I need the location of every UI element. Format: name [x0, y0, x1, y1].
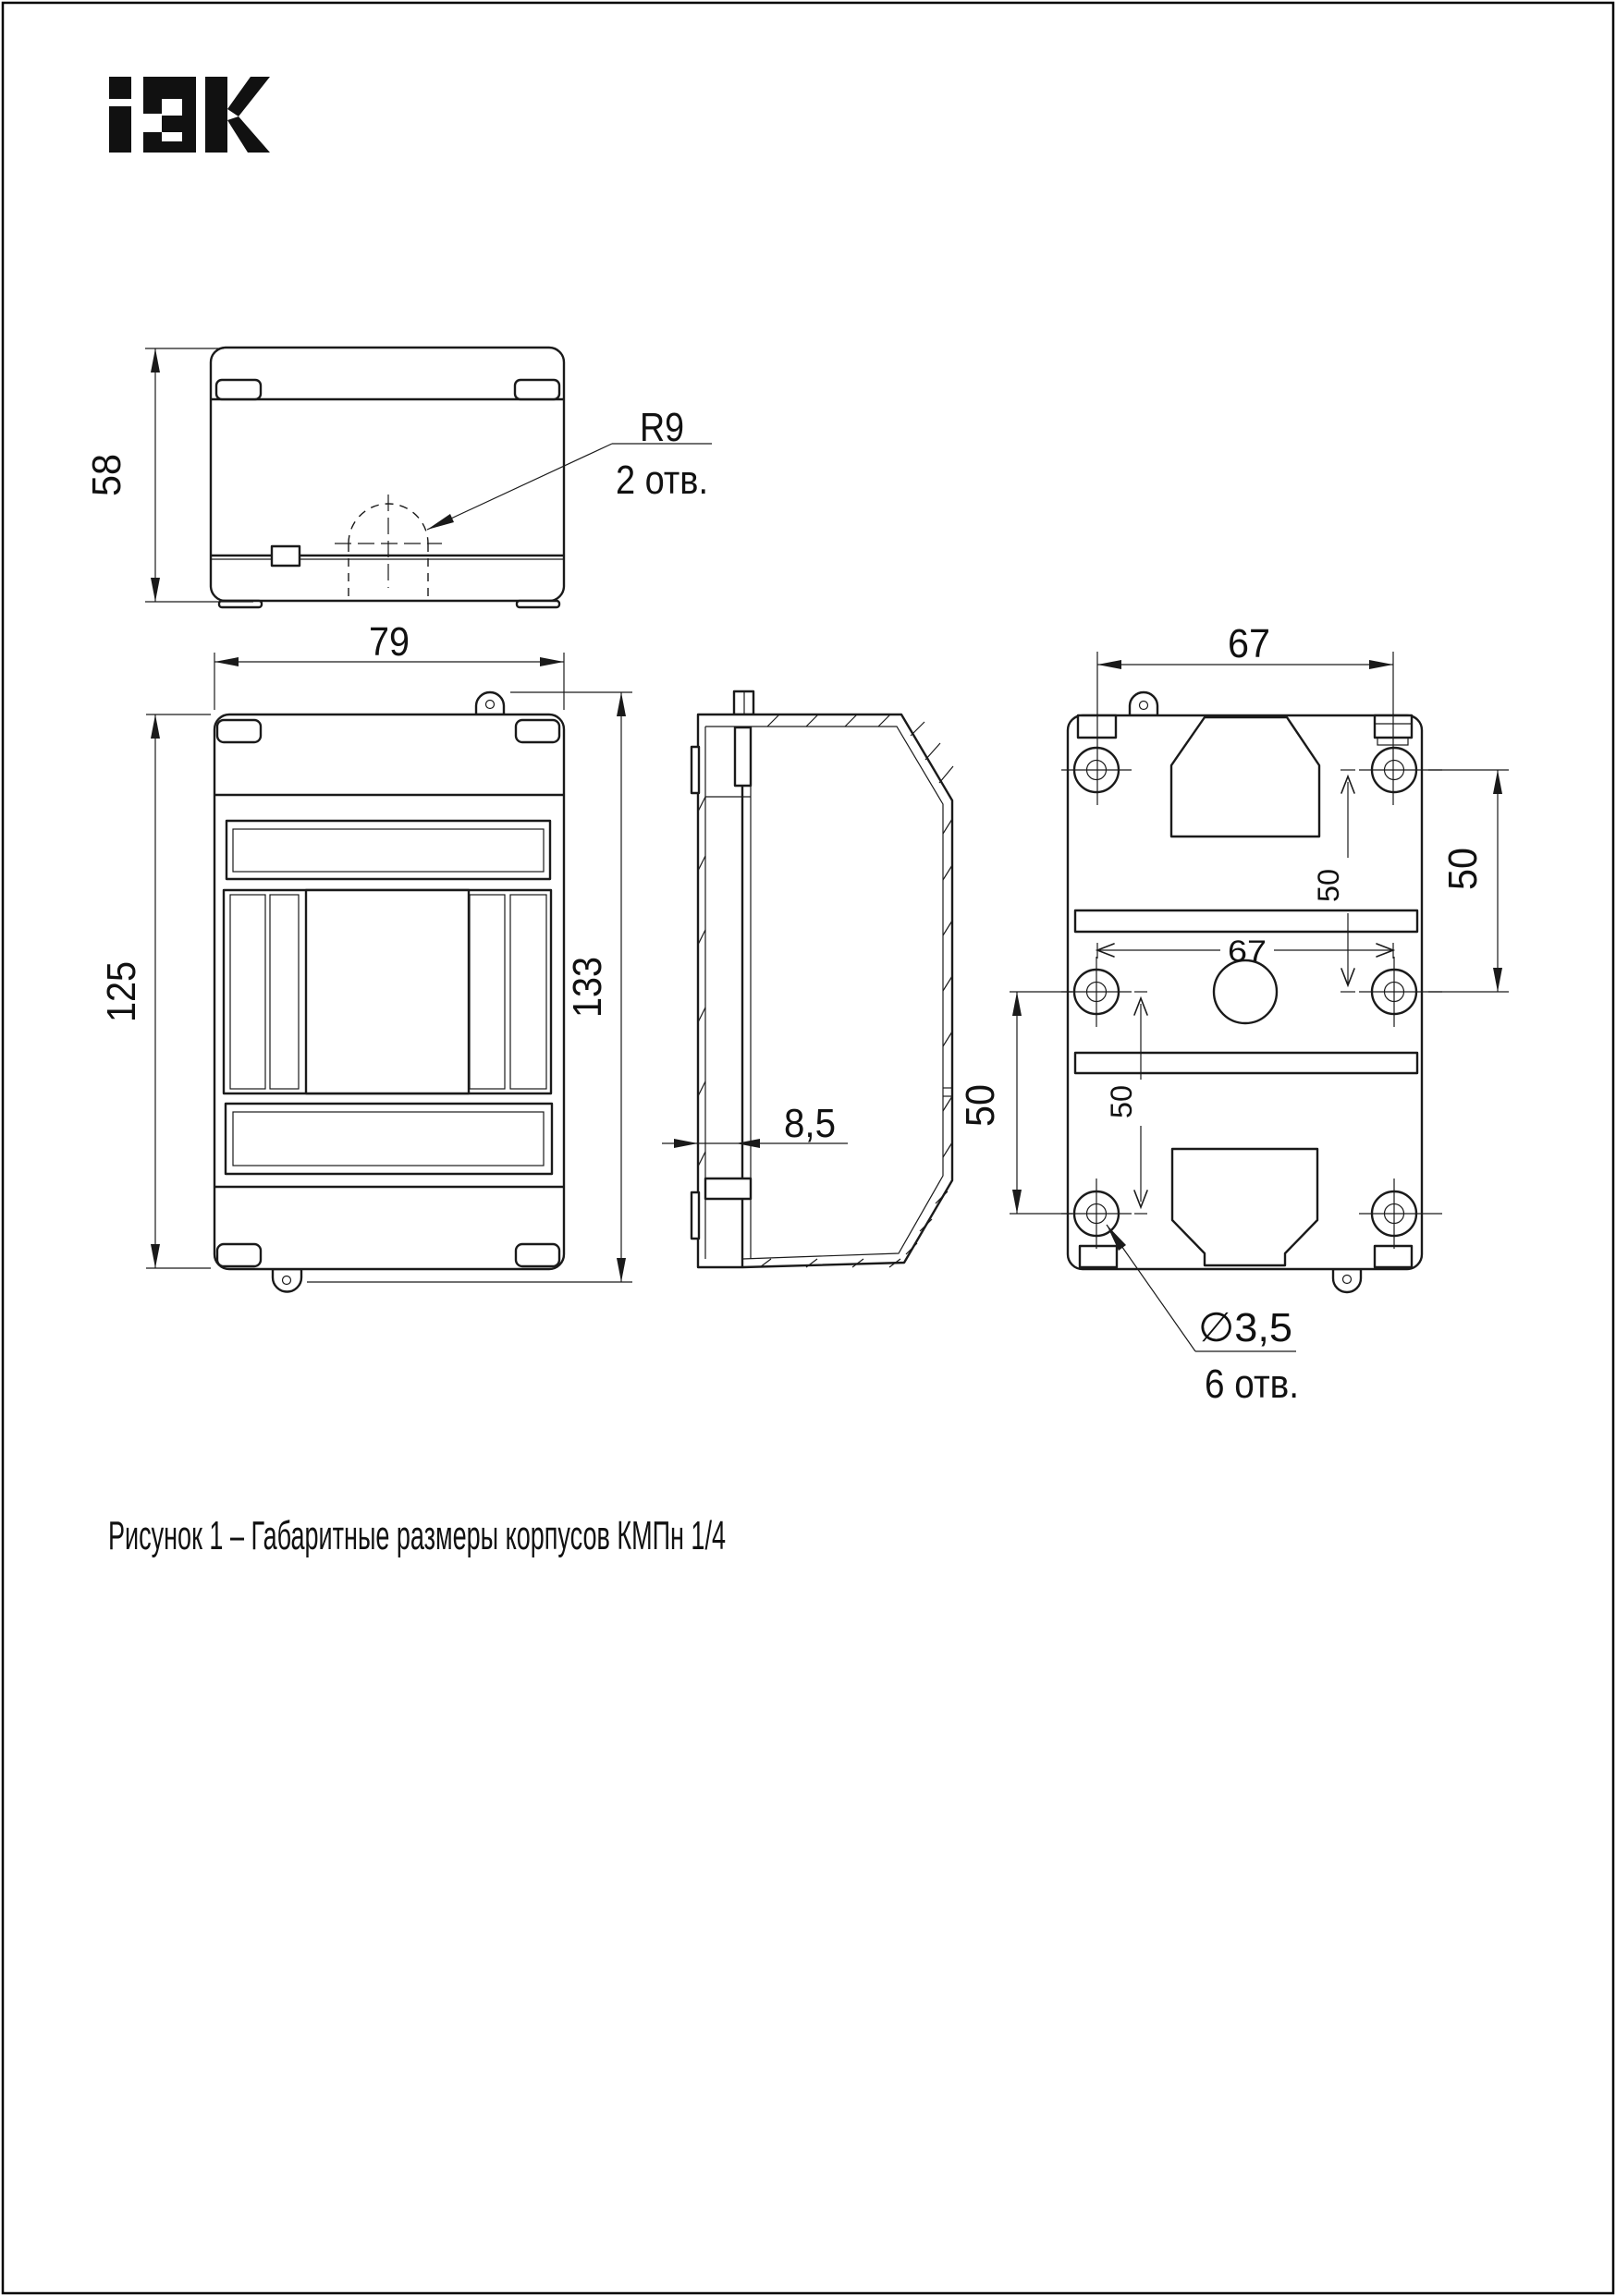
back-tab-bottom [1333, 1269, 1361, 1292]
front-latch-bl [217, 1244, 261, 1266]
front-view [99, 619, 632, 1291]
dim-50-right: 50 [1440, 845, 1486, 890]
label-r9-count: 2 отв. [616, 458, 708, 503]
back-bar-lower [1075, 1053, 1417, 1073]
dim-58: 58 [84, 451, 129, 496]
back-tab-top [1130, 692, 1157, 715]
dim-79: 79 [369, 619, 410, 665]
side-latch-bottom [692, 1192, 699, 1239]
side-ledge-bottom [705, 1179, 751, 1199]
back-foot-left [1080, 1246, 1117, 1267]
dim-133: 133 [565, 949, 610, 1018]
back-view [958, 621, 1509, 1407]
top-foot-right [517, 601, 559, 607]
dim-50-inner-right: 50 [1312, 869, 1345, 902]
dim-50-inner-left: 50 [1105, 1085, 1138, 1118]
label-r9: R9 [640, 405, 684, 450]
front-latch-tr [516, 720, 559, 742]
front-din-window [306, 890, 469, 1093]
front-lower-window [226, 1104, 552, 1174]
side-view [662, 691, 953, 1267]
side-ledge-top [735, 727, 751, 786]
iek-logo [109, 77, 270, 153]
top-clip [272, 546, 300, 566]
label-hole-dia: ∅3,5 [1198, 1305, 1292, 1350]
figure-caption: Рисунок 1 – Габаритные размеры корпусов КМПн 1/4 [108, 1513, 726, 1558]
top-view [84, 348, 712, 607]
dim-50-left: 50 [958, 1081, 1003, 1127]
front-tab-bottom [273, 1269, 301, 1291]
top-latch-right [515, 380, 559, 399]
dim-67-top: 67 [1228, 621, 1270, 666]
dim-125: 125 [99, 954, 144, 1022]
front-latch-br [516, 1244, 559, 1266]
top-latch-left [216, 380, 261, 399]
dim-67-inner: 67 [1228, 934, 1267, 968]
side-latch-top [692, 747, 699, 793]
top-view-body [211, 348, 564, 601]
label-hole-count: 6 отв. [1205, 1362, 1299, 1407]
back-bar-upper [1075, 910, 1417, 932]
back-foot-right [1375, 1246, 1412, 1267]
front-latch-tl [217, 720, 261, 742]
back-cutout-top [1171, 717, 1319, 837]
dim-8-5: 8,5 [784, 1101, 836, 1146]
front-tab-top [476, 692, 504, 714]
